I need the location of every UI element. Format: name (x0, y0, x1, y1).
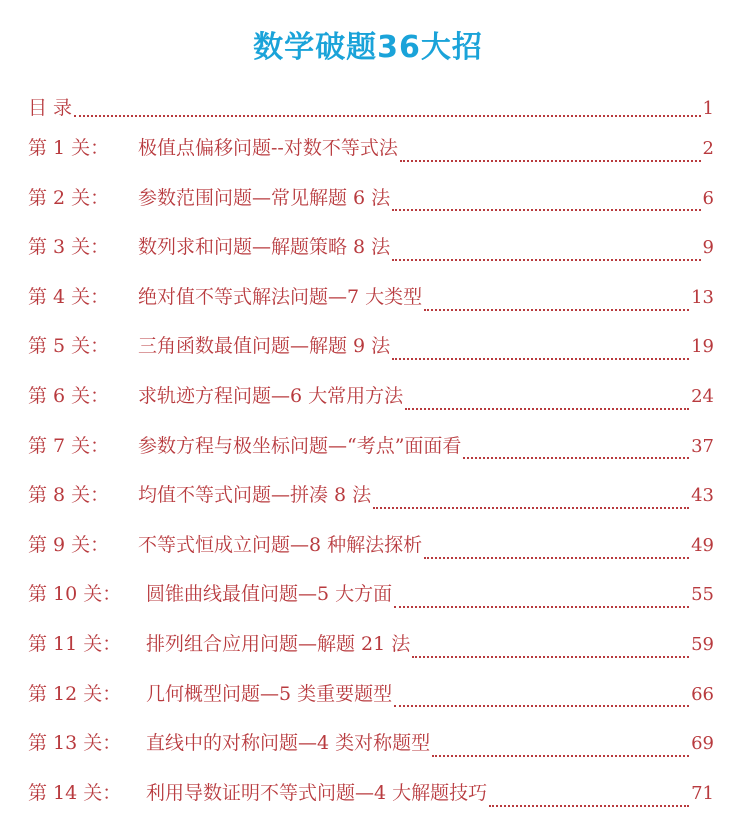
toc-row[interactable] (28, 475, 714, 525)
toc-leader (392, 358, 689, 360)
toc-chapter-label: 第 7 关： (28, 434, 110, 457)
toc-chapter-label: 第 3 关： (28, 236, 110, 259)
toc-page-number: 59 (691, 633, 714, 655)
toc-topic: 三角函数最值问题—解题 9 法 (138, 335, 391, 358)
toc-chapter-label: 第 9 关： (28, 533, 110, 556)
toc-leader (392, 259, 700, 261)
toc-page-number: 37 (691, 435, 714, 457)
toc-row[interactable] (28, 277, 714, 327)
toc-page-number: 55 (691, 584, 714, 606)
toc-page-number: 69 (691, 733, 714, 755)
toc-page-number: 49 (691, 534, 714, 556)
toc-chapter-label: 第 1 关： (28, 137, 110, 159)
toc-topic: 极值点偏移问题--对数不等式法 (138, 137, 398, 159)
toc-row[interactable] (28, 227, 714, 277)
toc-intro-label: 目 录 (28, 97, 73, 119)
toc-topic: 参数方程与极坐标问题—“考点”面面看 (138, 434, 462, 457)
toc-leader (400, 160, 701, 162)
toc-leader (424, 557, 689, 559)
toc-chapter-label: 第 2 关： (28, 186, 110, 209)
toc-page-number: 24 (691, 385, 714, 407)
toc-leader (405, 408, 689, 410)
table-of-contents (28, 88, 714, 822)
toc-topic: 直线中的对称问题—4 类对称题型 (146, 732, 431, 755)
toc-page-number: 2 (702, 138, 714, 159)
toc-leader (394, 705, 689, 707)
toc-row[interactable] (28, 574, 714, 624)
toc-topic: 数列求和问题—解题策略 8 法 (138, 236, 391, 259)
toc-page-number: 19 (691, 336, 714, 358)
toc-chapter-label: 第 11 关： (28, 632, 122, 655)
toc-row[interactable] (28, 525, 714, 575)
toc-row[interactable] (28, 178, 714, 228)
toc-page-number: 66 (691, 683, 714, 705)
toc-row[interactable] (28, 674, 714, 724)
toc-topic: 排列组合应用问题—解题 21 法 (146, 632, 411, 655)
toc-row[interactable] (28, 128, 714, 178)
toc-leader (424, 309, 689, 311)
toc-chapter-label: 第 5 关： (28, 335, 110, 358)
document-title: 数学破题36大招 (253, 30, 483, 65)
toc-row[interactable] (28, 773, 714, 822)
toc-topic: 几何概型问题—5 类重要题型 (146, 682, 393, 705)
toc-topic: 绝对值不等式解法问题—7 大类型 (138, 285, 423, 308)
toc-leader (373, 507, 689, 509)
toc-page-number: 6 (702, 187, 714, 209)
toc-page-number: 43 (691, 485, 714, 507)
toc-chapter-label: 第 12 关： (28, 682, 122, 705)
toc-row[interactable] (28, 723, 714, 773)
toc-chapter-label: 第 14 关： (28, 781, 122, 804)
toc-row-intro[interactable] (28, 88, 714, 128)
toc-page-number: 13 (691, 286, 714, 308)
toc-topic: 圆锥曲线最值问题—5 大方面 (146, 583, 393, 606)
toc-page-number: 9 (702, 237, 714, 259)
toc-leader (463, 457, 689, 459)
toc-row[interactable] (28, 426, 714, 476)
toc-leader (394, 606, 689, 608)
toc-row[interactable] (28, 376, 714, 426)
toc-page-number: 71 (691, 782, 714, 804)
toc-chapter-label: 第 10 关： (28, 583, 122, 606)
toc-row[interactable] (28, 624, 714, 674)
toc-chapter-label: 第 13 关： (28, 732, 122, 755)
toc-topic: 均值不等式问题—拼凑 8 法 (138, 484, 372, 507)
toc-leader (74, 115, 701, 117)
toc-topic: 参数范围问题—常见解题 6 法 (138, 186, 391, 209)
toc-topic: 不等式恒成立问题—8 种解法探析 (138, 533, 423, 556)
toc-leader (392, 209, 700, 211)
toc-leader (432, 755, 689, 757)
toc-leader (412, 656, 689, 658)
toc-chapter-label: 第 4 关： (28, 285, 110, 308)
toc-leader (489, 805, 689, 807)
toc-chapter-label: 第 8 关： (28, 484, 110, 507)
toc-row[interactable] (28, 326, 714, 376)
toc-chapter-label: 第 6 关： (28, 384, 110, 407)
toc-topic: 求轨迹方程问题—6 大常用方法 (138, 384, 404, 407)
toc-topic: 利用导数证明不等式问题—4 大解题技巧 (146, 781, 488, 804)
toc-page-number: 1 (702, 98, 714, 119)
